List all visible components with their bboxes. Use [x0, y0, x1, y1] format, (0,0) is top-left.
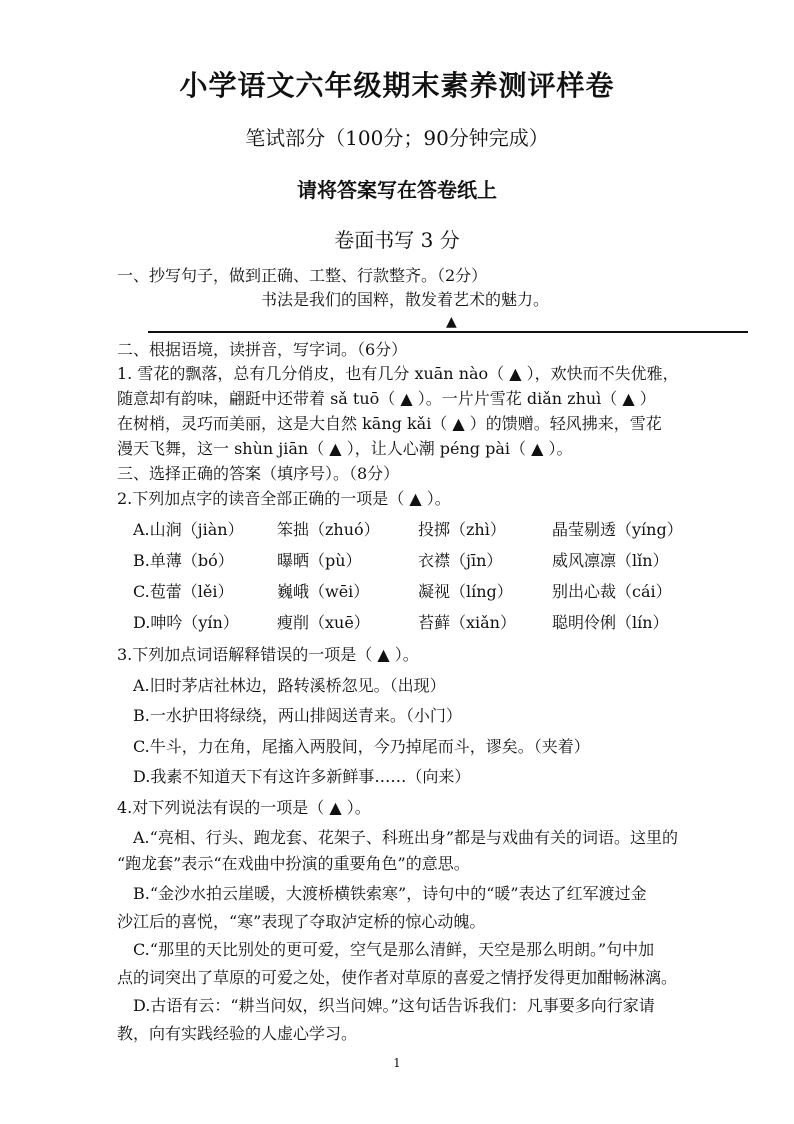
q3-option: A.旧时茅店社林边，路转溪桥忽见。（出现）	[133, 676, 446, 695]
q2-option-cell: D.呻吟（yín）	[133, 613, 239, 632]
q2-option-cell: 凝视（líng）	[418, 582, 513, 601]
q2-option-cell: 瘦削（xuē）	[277, 613, 370, 632]
q2-option-cell: 晶莹剔透（yíng）	[552, 520, 683, 539]
q4-line: 教，向有实践经验的人虚心学习。	[117, 1024, 358, 1043]
section2-heading: 二、根据语境，读拼音，写字词。（6分）	[117, 340, 408, 359]
q3-option: D.我素不知道天下有这许多新鲜事……（向来）	[133, 767, 471, 786]
q2-option-cell: 衣襟（jīn）	[418, 551, 503, 570]
q4-line: “跑龙套”表示“在戏曲中扮演的重要角色”的意思。	[117, 854, 470, 873]
q4-line: A.“亮相、行头、跑龙套、花架子、科班出身”都是与戏曲有关的词语。这里的	[133, 828, 679, 847]
q2-option-cell: 别出心裁（cái）	[552, 582, 672, 601]
q2-option-cell: B.单薄（bó）	[133, 551, 234, 570]
section2-line: 随意却有韵味，翩跹中还带着 sǎ tuō（ ▲ ）。一片片雪花 diǎn zhuì（ ▲ ）	[117, 389, 656, 408]
q2-option-cell: 笨拙（zhuó）	[277, 520, 380, 539]
q2-option-cell: 威风凛凛（lǐn）	[552, 551, 669, 570]
section2-line: 在树梢，灵巧而美丽，这是大自然 kāng kǎi（ ▲ ）的馈赠。轻风拂来，雪花	[117, 414, 662, 433]
copy-sentence: 书法是我们的国粹，散发着艺术的魅力。	[261, 290, 550, 309]
q4-line: 点的词突出了草原的可爱之处，使作者对草原的喜爱之情抒发得更加酣畅淋漓。	[117, 968, 678, 987]
q4-line: B.“金沙水拍云崖暖，大渡桥横铁索寒”，诗句中的“暖”表达了红军渡过金	[133, 884, 647, 903]
q2-option-cell: 曝晒（pù）	[277, 551, 362, 570]
q2-option-cell: C.苞蕾（lěi）	[133, 582, 234, 601]
q3-option: B.一水护田将绿绕，两山排闼送青来。（小门）	[133, 706, 462, 725]
q2-option-cell: 聪明伶俐（lín）	[552, 613, 669, 632]
q4-line: C.“那里的天比别处的更可爱，空气是那么清鲜，天空是那么明朗。”句中加	[133, 940, 655, 959]
section1-heading: 一、抄写句子，做到正确、工整、行款整齐。（2分）	[117, 266, 488, 285]
section2-line: 1. 雪花的飘落，总有几分俏皮，也有几分 xuān nào（ ▲ ），欢快而不失优雅，	[117, 364, 679, 383]
answer-line	[148, 331, 748, 333]
q2-option-cell: 投掷（zhì）	[418, 520, 506, 539]
handwriting-score: 卷面书写 3 分	[334, 228, 460, 252]
page-number: 1	[393, 1056, 401, 1070]
q3-stem: 3.下列加点词语解释错误的一项是（ ▲ ）。	[117, 645, 419, 664]
q2-option-cell: 巍峨（wēi）	[277, 582, 370, 601]
q4-stem: 4.对下列说法有误的一项是（ ▲ ）。	[117, 798, 371, 817]
q3-option: C.牛斗，力在角，尾搐入两股间，今乃掉尾而斗，谬矣。（夹着）	[133, 737, 590, 756]
answer-marker: ▲	[446, 314, 457, 330]
answer-instruction: 请将答案写在答卷纸上	[297, 178, 497, 202]
q4-line: D.古语有云：“耕当问奴，织当问婢。”这句话告诉我们：凡事要多向行家请	[133, 996, 655, 1015]
q2-option-cell: A.山涧（jiàn）	[133, 520, 244, 539]
q2-option-cell: 苔藓（xiǎn）	[418, 613, 516, 632]
section3-heading: 三、选择正确的答案（填序号）。（8分）	[117, 464, 400, 483]
section2-line: 漫天飞舞，这一 shùn jiān（ ▲ ），让人心潮 péng pài（ ▲ ）。	[117, 439, 573, 458]
q2-stem: 2.下列加点字的读音全部正确的一项是（ ▲ ）。	[117, 489, 451, 508]
exam-title: 小学语文六年级期末素养测评样卷	[179, 69, 615, 102]
exam-subtitle: 笔试部分（100分；90分钟完成）	[245, 126, 549, 150]
q4-line: 沙江后的喜悦，“寒”表现了夺取泸定桥的惊心动魄。	[117, 912, 486, 931]
